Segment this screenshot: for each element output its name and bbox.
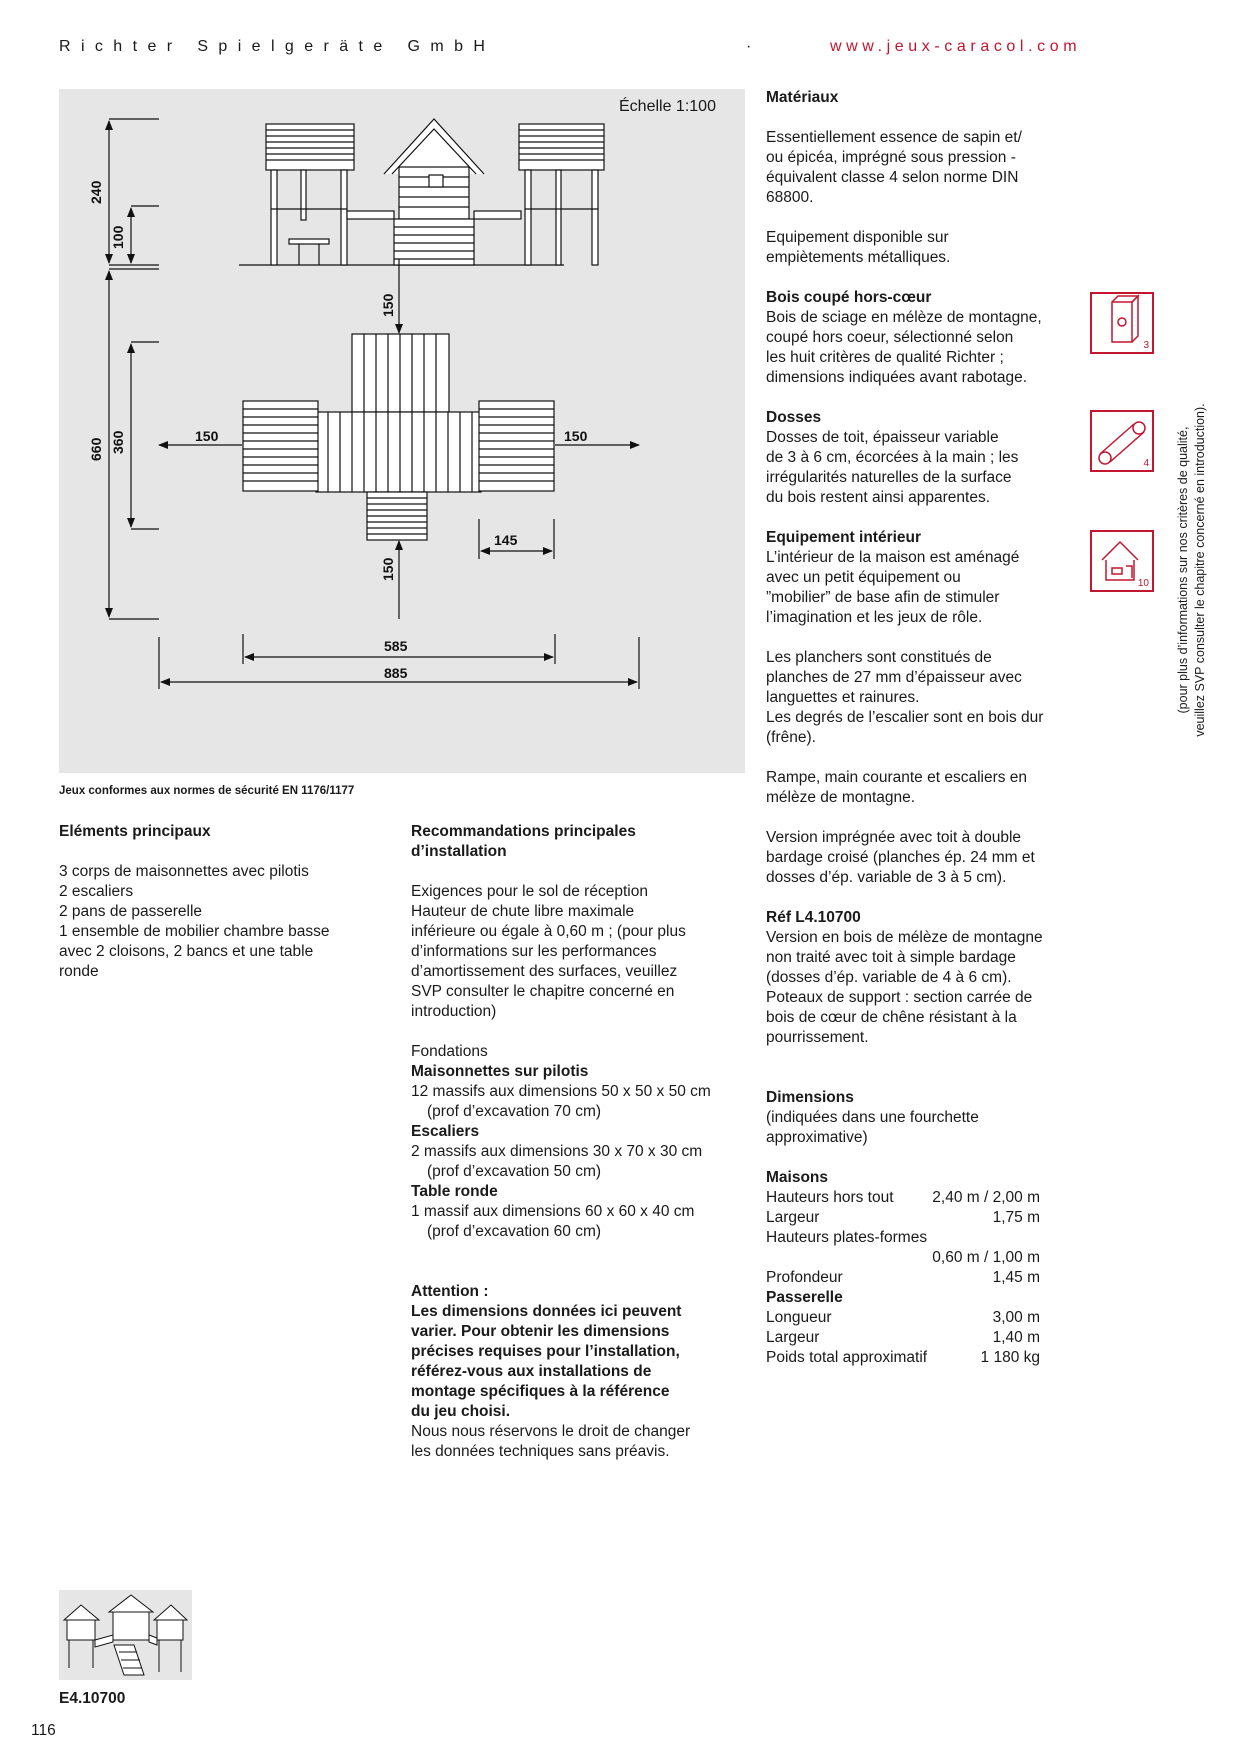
icon-number: 3 bbox=[1143, 340, 1149, 351]
reference-line: non traité avec toit à simple bardage bbox=[766, 949, 1016, 966]
spec-value: 1,45 m bbox=[992, 1269, 1040, 1286]
heartwood-line: Bois de sciage en mélèze de montagne, bbox=[766, 309, 1042, 326]
plan-view bbox=[243, 334, 554, 540]
elements-line: 3 corps de maisonnettes avec pilotis bbox=[59, 863, 309, 880]
product-thumbnail bbox=[59, 1590, 192, 1680]
spec-label: Hauteurs hors tout bbox=[766, 1189, 894, 1206]
drawing-scale: Échelle 1:100 bbox=[619, 98, 716, 115]
reference-line: bois de cœur de chêne résistant à la bbox=[766, 1009, 1017, 1026]
spec-row-height bbox=[766, 1188, 1076, 1208]
icon-number: 4 bbox=[1143, 458, 1149, 469]
dimensions-title: Dimensions bbox=[766, 1089, 854, 1106]
reference-line: Version en bois de mélèze de montagne bbox=[766, 929, 1043, 946]
heartwood-line: les huit critères de qualité Richter ; bbox=[766, 349, 1004, 366]
elements-line: ronde bbox=[59, 963, 99, 980]
slab-line: Dosses de toit, épaisseur variable bbox=[766, 429, 999, 446]
reference-line: (dosses d’ép. variable de 4 à 6 cm). bbox=[766, 969, 1012, 986]
attention-title: Attention : bbox=[411, 1283, 489, 1300]
heartwood-line: dimensions indiquées avant rabotage. bbox=[766, 369, 1028, 386]
walkway-right bbox=[474, 211, 521, 219]
spec-value: 1,40 m bbox=[992, 1329, 1040, 1346]
spec-row-length bbox=[766, 1308, 1076, 1328]
attention-line: Les dimensions données ici peuvent bbox=[411, 1303, 682, 1320]
interior-line: ”mobilier” de base afin de stimuler bbox=[766, 589, 1000, 606]
install-heading-1: Recommandations principales bbox=[411, 823, 636, 840]
slab-title: Dosses bbox=[766, 409, 822, 426]
reference-line: Poteaux de support : section carrée de bbox=[766, 989, 1033, 1006]
elements-line: avec 2 cloisons, 2 bancs et une table bbox=[59, 943, 314, 960]
spec-value: 2,40 m / 2,00 m bbox=[932, 1189, 1040, 1206]
spec-row-walkway-width bbox=[766, 1328, 1076, 1348]
spec-label: Poids total approximatif bbox=[766, 1349, 928, 1366]
install-intro-line: Exigences pour le sol de réception bbox=[411, 883, 648, 900]
reserve-line: les données techniques sans préavis. bbox=[411, 1443, 670, 1460]
floor-line: planches de 27 mm d’épaisseur avec bbox=[766, 669, 1022, 686]
spec-value: 3,00 m bbox=[992, 1309, 1040, 1326]
interior-title: Equipement intérieur bbox=[766, 529, 922, 546]
page-number: 116 bbox=[31, 1722, 56, 1739]
dim-360: 360 bbox=[110, 430, 126, 454]
icon-number: 10 bbox=[1137, 578, 1149, 589]
foundation-houses-title: Maisonnettes sur pilotis bbox=[411, 1063, 589, 1080]
floor-line: (frêne). bbox=[766, 729, 816, 746]
spec-row-width bbox=[766, 1208, 1076, 1228]
dimensions-note: approximative) bbox=[766, 1129, 868, 1146]
dimensions-note: (indiquées dans une fourchette bbox=[766, 1109, 979, 1126]
version-line: bardage croisé (planches ép. 24 mm et bbox=[766, 849, 1035, 866]
railing-line: mélèze de montagne. bbox=[766, 789, 916, 806]
spec-label: Largeur bbox=[766, 1329, 820, 1346]
railing-line: Rampe, main courante et escaliers en bbox=[766, 769, 1028, 786]
foundation-stairs-title: Escaliers bbox=[411, 1123, 480, 1140]
dim-240: 240 bbox=[88, 180, 104, 204]
heartwood-title: Bois coupé hors-cœur bbox=[766, 289, 932, 306]
foundation-table-line: 1 massif aux dimensions 60 x 60 x 40 cm bbox=[411, 1203, 695, 1220]
elements-line: 1 ensemble de mobilier chambre basse bbox=[59, 923, 330, 940]
materials-line: empiètements métalliques. bbox=[766, 249, 951, 266]
attention-line: du jeu choisi. bbox=[411, 1403, 511, 1420]
product-code: E4.10700 bbox=[59, 1690, 126, 1707]
materials-section bbox=[766, 88, 1076, 1368]
quality-side-note bbox=[1175, 220, 1209, 920]
spec-label: Profondeur bbox=[766, 1269, 843, 1286]
heartwood-line: coupé hors coeur, sélectionné selon bbox=[766, 329, 1014, 346]
header-separator: · bbox=[746, 38, 762, 55]
dim-885: 885 bbox=[384, 665, 408, 681]
reserve-line: Nous nous réservons le droit de changer bbox=[411, 1423, 691, 1440]
header-company: Richter Spielgeräte GmbH bbox=[59, 38, 496, 55]
materials-line: équivalent classe 4 selon norme DIN bbox=[766, 169, 1019, 186]
dim-150-right: 150 bbox=[564, 428, 588, 444]
version-line: dosses d’ép. variable de 3 à 5 cm). bbox=[766, 869, 1007, 886]
materials-line: ou épicéa, imprégné sous pression - bbox=[766, 149, 1016, 166]
spec-row-platform bbox=[766, 1248, 1076, 1268]
interior-line: avec un petit équipement ou bbox=[766, 569, 961, 586]
install-intro-line: Hauteur de chute libre maximale bbox=[411, 903, 635, 920]
slab-line: irrégularités naturelles de la surface bbox=[766, 469, 1012, 486]
floor-line: Les planchers sont constitués de bbox=[766, 649, 992, 666]
install-intro-line: SVP consulter le chapitre concerné en bbox=[411, 983, 675, 1000]
install-intro-line: introduction) bbox=[411, 1003, 497, 1020]
foundations-label: Fondations bbox=[411, 1043, 488, 1060]
left-house-elevation bbox=[266, 124, 354, 265]
foundation-stairs-depth: (prof d’excavation 50 cm) bbox=[427, 1163, 602, 1180]
spec-value: 1 180 kg bbox=[980, 1349, 1040, 1366]
slab-log-icon bbox=[1090, 410, 1154, 472]
technical-drawing bbox=[59, 89, 745, 773]
center-house-elevation bbox=[384, 119, 484, 265]
right-house-elevation bbox=[519, 124, 604, 265]
spec-label: Hauteurs plates-formes bbox=[766, 1229, 928, 1246]
install-intro-line: d’amortissement des surfaces, veuillez bbox=[411, 963, 678, 980]
heartwood-icon bbox=[1090, 292, 1154, 354]
foundation-table-depth: (prof d’excavation 60 cm) bbox=[427, 1223, 602, 1240]
dim-150-bottom: 150 bbox=[380, 557, 396, 581]
interior-line: L’intérieur de la maison est aménagé bbox=[766, 549, 1020, 566]
dim-150-top: 150 bbox=[380, 293, 396, 317]
reference-line: pourrissement. bbox=[766, 1029, 869, 1046]
drawing-svg bbox=[59, 89, 745, 773]
materials-line: 68800. bbox=[766, 189, 814, 206]
spec-row-weight bbox=[766, 1348, 1076, 1368]
safety-norm-note: Jeux conformes aux normes de sécurité EN 1176/1177 bbox=[59, 785, 355, 797]
spec-value: 1,75 m bbox=[992, 1209, 1040, 1226]
foundation-houses-depth: (prof d’excavation 70 cm) bbox=[427, 1103, 602, 1120]
attention-line: varier. Pour obtenir les dimensions bbox=[411, 1323, 670, 1340]
spec-label: Largeur bbox=[766, 1209, 820, 1226]
reference-title: Réf L4.10700 bbox=[766, 909, 861, 926]
interior-equipment-icon bbox=[1090, 530, 1154, 592]
side-note-line: (pour plus d’informations sur nos critères de qualité, bbox=[1176, 426, 1190, 714]
elements-section bbox=[59, 822, 359, 982]
walkway-left bbox=[347, 211, 394, 219]
foundation-houses-line: 12 massifs aux dimensions 50 x 50 x 50 cm bbox=[411, 1083, 711, 1100]
elements-line: 2 escaliers bbox=[59, 883, 134, 900]
walkway-title: Passerelle bbox=[766, 1289, 843, 1306]
spec-value: 0,60 m / 1,00 m bbox=[932, 1249, 1040, 1266]
materials-heading: Matériaux bbox=[766, 89, 839, 106]
dim-660: 660 bbox=[88, 437, 104, 461]
attention-line: montage spécifiques à la référence bbox=[411, 1383, 670, 1400]
header-url-link[interactable]: www.jeux-caracol.com bbox=[830, 38, 1082, 55]
slab-line: de 3 à 6 cm, écorcées à la main ; les bbox=[766, 449, 1019, 466]
foundation-table-title: Table ronde bbox=[411, 1183, 498, 1200]
attention-line: référez-vous aux installations de bbox=[411, 1363, 652, 1380]
install-intro-line: inférieure ou égale à 0,60 m ; (pour plus bbox=[411, 923, 686, 940]
elements-heading: Eléments principaux bbox=[59, 823, 211, 840]
spec-row-depth bbox=[766, 1268, 1076, 1288]
slab-line: du bois restent ainsi apparentes. bbox=[766, 489, 991, 506]
floor-line: Les degrés de l’escalier sont en bois dur bbox=[766, 709, 1044, 726]
dim-150-left: 150 bbox=[195, 428, 219, 444]
install-intro-line: d’informations sur les performances bbox=[411, 943, 657, 960]
attention-line: précises requises pour l’installation, bbox=[411, 1343, 680, 1360]
houses-title: Maisons bbox=[766, 1169, 829, 1186]
materials-line: Essentiellement essence de sapin et/ bbox=[766, 129, 1022, 146]
install-heading-2: d’installation bbox=[411, 843, 507, 860]
version-line: Version imprégnée avec toit à double bbox=[766, 829, 1022, 846]
floor-line: languettes et rainures. bbox=[766, 689, 920, 706]
side-note-line: veuillez SVP consulter le chapitre concerné en introduction). bbox=[1193, 403, 1207, 737]
installation-section bbox=[411, 822, 751, 1462]
dim-585: 585 bbox=[384, 638, 408, 654]
interior-line: l’imagination et les jeux de rôle. bbox=[766, 609, 983, 626]
dim-145: 145 bbox=[494, 532, 518, 548]
spec-label: Longueur bbox=[766, 1309, 832, 1326]
foundation-stairs-line: 2 massifs aux dimensions 30 x 70 x 30 cm bbox=[411, 1143, 703, 1160]
dim-100: 100 bbox=[110, 225, 126, 249]
materials-line: Equipement disponible sur bbox=[766, 229, 949, 246]
elements-line: 2 pans de passerelle bbox=[59, 903, 203, 920]
